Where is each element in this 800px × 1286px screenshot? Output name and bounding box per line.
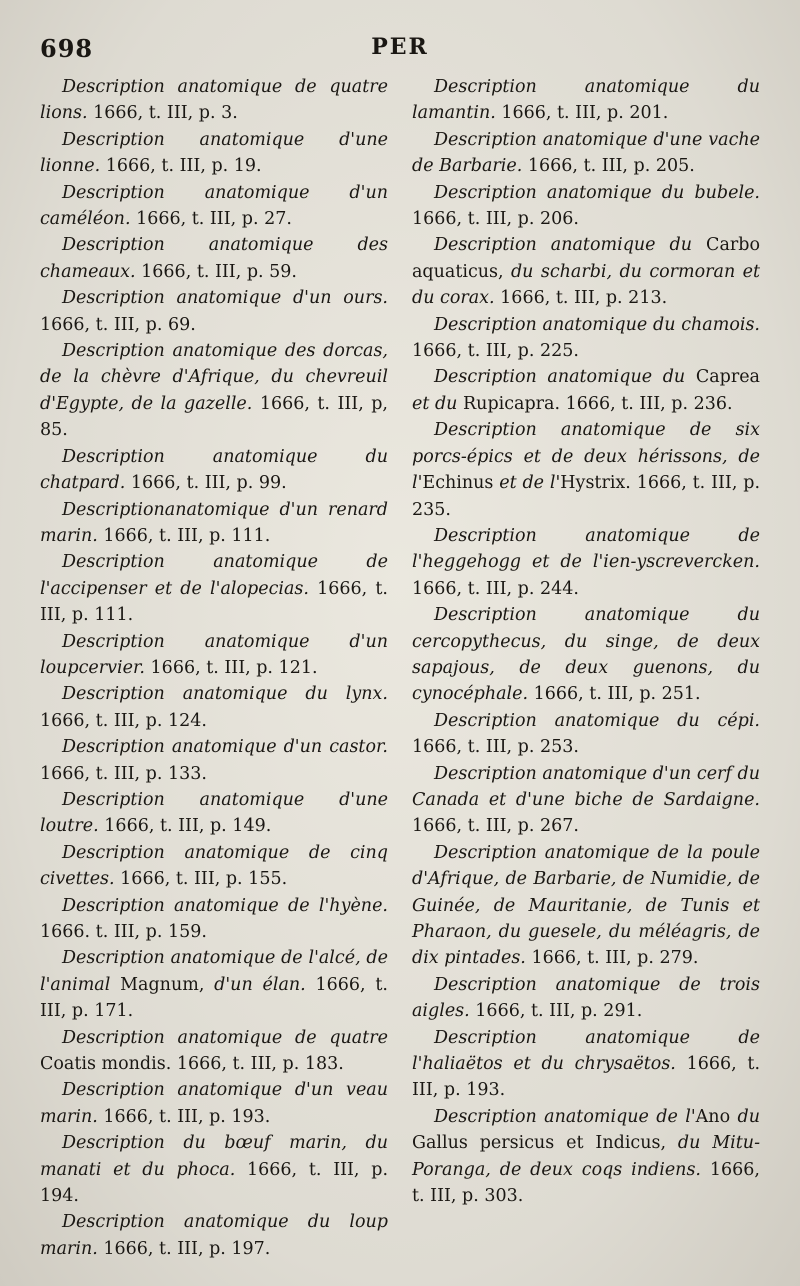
entry-reference: 1666, t. III, p. 225. (412, 341, 579, 362)
catalog-entry (412, 180, 760, 233)
catalog-entry (40, 549, 388, 628)
entry-title: Description anatomique d'un caméléon. (40, 182, 388, 230)
entry-reference: 1666, t. III, p. 19. (100, 156, 262, 177)
entry-reference: 1666, t. III, p. 183. (171, 1054, 344, 1075)
entry-roman-text: Gallus persicus et Indicus, (412, 1133, 667, 1154)
entry-title: Description anatomique d'un ours. (62, 288, 388, 309)
entry-reference: 1666, t. III, p. 235. (412, 473, 761, 520)
catalog-entry (40, 444, 388, 497)
catalog-entry (412, 972, 760, 1025)
entry-title: Description anatomique de l'heggehogg et de l'ien-yscrevercken. (412, 525, 760, 573)
entry-title: Description anatomique du loup marin. (40, 1212, 388, 1259)
entry-roman-text: Carbo aquaticus, (412, 235, 760, 282)
catalog-entry (40, 734, 388, 787)
entry-title: Description anatomique de l'alcé, de l'animal (40, 948, 388, 995)
entry-title: Description anatomique de quatre lions. (40, 77, 388, 124)
catalog-entry (40, 338, 388, 444)
entry-title: Description anatomique du cercopythecus, du singe, de deux sapajous, de deux guenons, du cynocéphale. (412, 605, 760, 705)
entry-reference: 1666, t. III, p. 27. (130, 209, 292, 230)
entry-title: Description anatomique de l' (434, 1106, 696, 1127)
entry-title: Description anatomique du chatpard. (40, 446, 388, 494)
catalog-entry (40, 681, 388, 734)
entry-title: Description anatomique d'un veau marin. (40, 1080, 388, 1127)
entry-reference: 1666, t. III, p. 99. (125, 473, 287, 494)
entry-title: Description anatomique de l'hyène. (62, 895, 388, 916)
entry-roman-text: Ano (695, 1106, 731, 1127)
entry-title: Description anatomique du (434, 367, 686, 388)
catalog-entry (412, 312, 760, 365)
catalog-entry (40, 1209, 388, 1262)
entry-title: Description anatomique de l'haliaëtos et du chrysaëtos. (412, 1027, 760, 1075)
catalog-entry (412, 1104, 760, 1210)
catalog-entry (40, 629, 388, 682)
entry-reference: 1666, t. III, p. 197. (97, 1238, 271, 1259)
entry-reference: 1666, t. III, p. 291. (469, 1001, 643, 1022)
entry-title: Description anatomique de cinq civettes. (40, 842, 388, 890)
entry-title: du (730, 1106, 760, 1127)
catalog-entry (412, 523, 760, 602)
entry-reference: 1666, t. III, p. 193. (412, 1054, 761, 1101)
entry-reference: 1666, t. III, p. 244. (412, 578, 579, 599)
entry-title: Description anatomique de trois aigles. (412, 974, 760, 1022)
entry-reference: 1666, t. III, p. 253. (412, 737, 579, 758)
catalog-entry (412, 232, 760, 311)
catalog-entry (40, 1077, 388, 1130)
entry-title: Description anatomique d'une lionne. (40, 129, 388, 177)
entry-title: Description anatomique du chamois. (434, 314, 760, 335)
entry-title: Description anatomique des chameaux. (40, 235, 388, 282)
entry-reference: 1666, t. III, p. 205. (522, 156, 695, 177)
entry-title: Description anatomique du lamantin. (412, 77, 760, 124)
entry-title: Description du bœuf marin, du manati et du phoca. (40, 1133, 388, 1180)
entry-title: Description anatomique d'un cerf du Canada et d'une biche de Sardaigne. (412, 763, 760, 810)
entry-reference: 1666, t. III, p. 251. (528, 684, 701, 705)
catalog-entry (40, 1025, 388, 1078)
catalog-entry (40, 497, 388, 550)
entry-reference: 1666, t. III, p. 236. (560, 393, 733, 414)
entry-reference: 1666, t. III, p. 279. (525, 948, 699, 969)
catalog-entry (40, 787, 388, 840)
entry-roman-text: Rupicapra. (457, 393, 561, 414)
entry-title: Description anatomique d'un castor. (62, 737, 388, 758)
catalog-entry (412, 417, 760, 523)
entry-title: Description anatomique d'une vache de Barbarie. (412, 129, 760, 177)
entry-reference: 1666, t. III, p. 111. (40, 578, 388, 626)
entry-title: Description anatomique d'une loutre. (40, 789, 388, 837)
page-header (40, 34, 760, 66)
entry-title: Description anatomique de l'accipenser et de l'alopecias. (40, 552, 388, 599)
entry-title: Description anatomique de six porcs-épics et de deux hérissons, de l' (412, 420, 760, 494)
entry-title: Descriptionanatomique d'un renard marin. (40, 499, 388, 546)
entry-reference: 1666, t. III, p. 193. (97, 1106, 271, 1127)
entry-title: et de l' (493, 473, 561, 494)
entry-reference: 1666, t. III, p. 133. (40, 763, 207, 784)
entry-roman-text: Coatis mondis. (40, 1054, 172, 1075)
entry-reference: 1666, t. III, p. 155. (114, 869, 288, 890)
entry-title: Description anatomique des dorcas, de la chèvre d'Afrique, du chevreuil d'Egypte, de la gazelle. (40, 341, 388, 414)
catalog-entry (40, 232, 388, 285)
entry-reference: 1666, t. III, p. 3. (87, 103, 238, 124)
catalog-entry (412, 840, 760, 972)
catalog-entry (40, 893, 388, 946)
entry-reference: 1666, t. III, p. 124. (40, 710, 207, 731)
entry-title: et du (412, 393, 458, 414)
entry-roman-text: Caprea (685, 367, 760, 388)
entry-title: Description anatomique d'un loupcervier. (40, 631, 388, 678)
entry-roman-text: Echinus (422, 473, 494, 494)
catalog-entry (40, 840, 388, 893)
catalog-entry (40, 127, 388, 180)
catalog-entry (40, 74, 388, 127)
entry-reference: 1666, t. III, p. 213. (494, 288, 668, 309)
entry-title: d'un élan. (204, 974, 306, 995)
entry-reference: 1666, t. III, p. 206. (412, 209, 579, 230)
entry-roman-text: Magnum, (110, 974, 205, 995)
catalog-entry (412, 74, 760, 127)
catalog-entry (412, 364, 760, 417)
entry-reference: 1666, t. III, p. 149. (98, 816, 272, 837)
entry-title: Description anatomique de quatre (62, 1027, 388, 1048)
entry-reference: 1666, t. III, p. 194. (40, 1159, 389, 1207)
entry-reference: 1666, t. III, p. 121. (144, 657, 318, 678)
entry-reference: 1666, t. III, p. 69. (40, 314, 196, 335)
running-head: PER (371, 34, 429, 60)
entry-title: Description anatomique du bubele. (434, 182, 760, 203)
entry-title: du scharbi, du cormoran et du corax. (412, 261, 760, 309)
entry-reference: 1666. t. III, p. 159. (40, 922, 207, 942)
catalog-entry (412, 761, 760, 840)
catalog-entry (40, 1130, 388, 1209)
page-number: 698 (40, 34, 94, 63)
catalog-entry (40, 945, 388, 1024)
entry-roman-text: Hystrix. (560, 473, 631, 494)
catalog-entry (412, 602, 760, 708)
catalog-entry (40, 285, 388, 338)
entry-title: Description anatomique du (434, 235, 693, 256)
entry-title: Description anatomique du lynx. (62, 684, 388, 705)
entry-title: Description anatomique du cépi. (434, 710, 760, 731)
catalog-entry (412, 127, 760, 180)
entry-reference: 1666, t. III, p. 201. (495, 103, 669, 124)
right-column (412, 74, 760, 1209)
left-column (40, 74, 388, 1262)
catalog-entry (40, 180, 388, 233)
catalog-entry (412, 708, 760, 761)
entry-reference: 1666, t. III, p. 59. (135, 261, 297, 282)
entry-reference: 1666, t. III, p. 303. (412, 1159, 760, 1207)
entry-title: Description anatomique de la poule d'Afrique, de Barbarie, de Numidie, de Guinée, de Mauritanie, de Tunis et Pharaon, du guesele, du méléagris, de dix pintades. (412, 842, 760, 969)
entry-reference: 1666, t. III, p, 85. (40, 393, 388, 441)
entry-reference: 1666, t. III, p. 171. (40, 974, 388, 1022)
entry-reference: 1666, t. III, p. 267. (412, 816, 579, 837)
entry-reference: 1666, t. III, p. 111. (97, 525, 271, 546)
catalog-entry (412, 1025, 760, 1104)
entry-title: du Mitu-Poranga, de deux coqs indiens. (412, 1133, 760, 1180)
text-columns (40, 74, 760, 1264)
